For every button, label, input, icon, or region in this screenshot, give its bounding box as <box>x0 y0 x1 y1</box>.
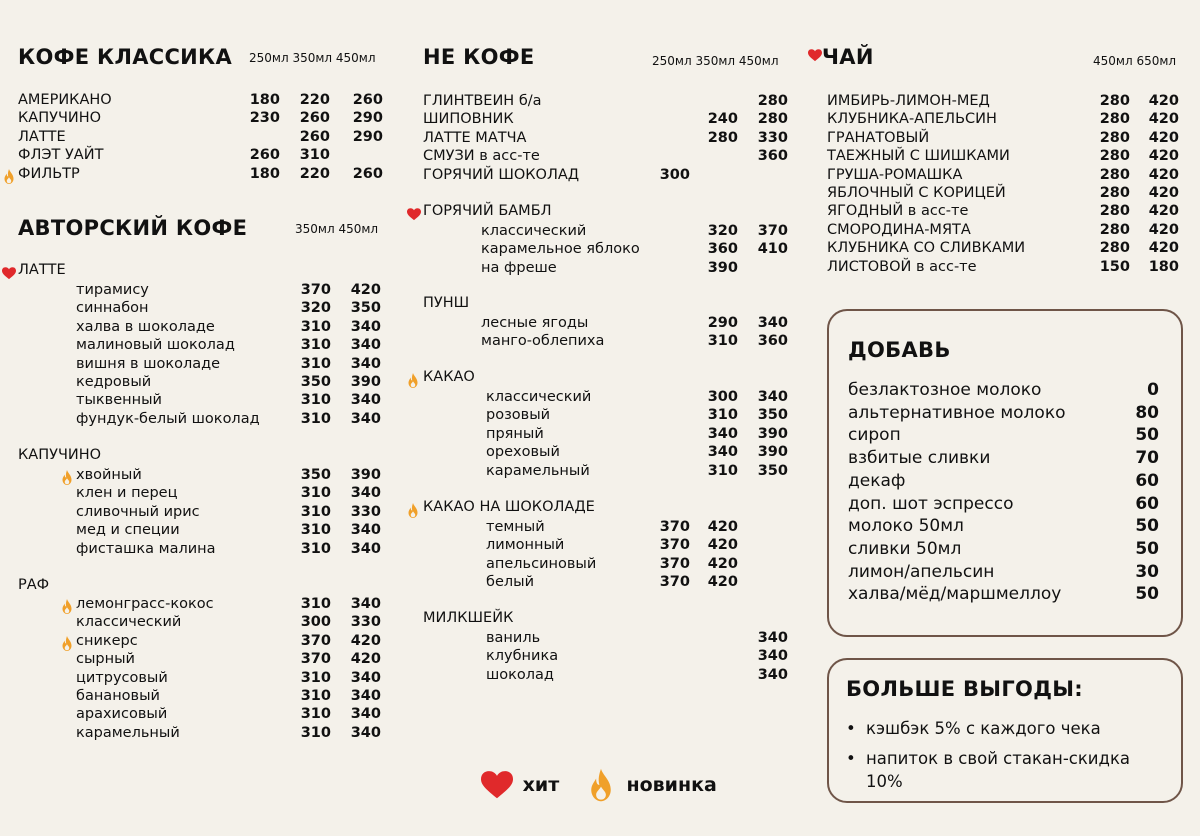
size-header-classic: 250мл 350мл 450мл <box>249 51 376 65</box>
menu-item-price: 370 <box>659 555 690 572</box>
addon-name: доп. шот эспрессо <box>848 493 1014 514</box>
menu-group-title: КАПУЧИНО <box>18 447 102 463</box>
menu-item-price: 180 <box>249 92 280 108</box>
menu-item-name: ТАЕЖНЫЙ С ШИШКАМИ <box>827 148 1010 165</box>
menu-item-price: 330 <box>350 503 381 520</box>
menu-item-name: шоколад <box>486 666 554 683</box>
menu-item-price: 280 <box>1099 148 1130 165</box>
menu-item-price: 150 <box>1099 258 1130 275</box>
menu-item-price: 280 <box>757 111 788 128</box>
menu-item-name: клубника <box>486 648 559 665</box>
menu-item-name: манго-облепиха <box>481 333 605 350</box>
section-title-author-coffee: АВТОРСКИЙ КОФЕ <box>18 216 248 240</box>
menu-item-name: тыквенный <box>76 392 162 409</box>
addon-row <box>848 379 1159 401</box>
menu-item-price: 340 <box>757 630 788 646</box>
menu-item-name: розовый <box>486 407 551 424</box>
menu-group-title: МИЛКШЕЙК <box>423 610 514 626</box>
menu-item-price: 370 <box>300 282 331 298</box>
menu-item-name: клен и перец <box>76 485 178 502</box>
addon-price: 60 <box>1135 470 1159 491</box>
menu-item-price: 340 <box>707 425 738 442</box>
benefits-title: БОЛЬШЕ ВЫГОДЫ: <box>846 677 1083 701</box>
menu-item-price: 340 <box>350 355 381 372</box>
menu-item-price: 410 <box>757 241 788 258</box>
menu-item-price: 310 <box>300 688 331 704</box>
addon-row <box>848 424 1159 446</box>
addon-row <box>848 447 1159 469</box>
menu-item-price: 310 <box>707 462 738 479</box>
menu-item-price: 310 <box>299 147 330 164</box>
menu-item-price: 310 <box>707 407 738 424</box>
heart-icon <box>407 204 421 223</box>
addon-row <box>848 402 1159 424</box>
menu-item-price: 310 <box>300 706 331 723</box>
menu-item-name: ГЛИНТВЕИН б/а <box>423 93 542 109</box>
menu-item-price: 420 <box>1148 148 1179 165</box>
menu-item-price: 340 <box>350 596 381 612</box>
menu-item-name: ШИПОВНИК <box>423 111 514 128</box>
menu-item-price: 280 <box>1099 240 1130 257</box>
menu-item-price: 420 <box>707 555 738 572</box>
menu-group-title: ГОРЯЧИЙ БАМБЛ <box>423 203 552 219</box>
flame-icon <box>61 633 73 652</box>
menu-item-name: халва в шоколаде <box>76 318 215 335</box>
menu-item-price: 260 <box>352 92 383 108</box>
menu-item-price: 390 <box>350 467 381 483</box>
menu-item-name: ФИЛЬТР <box>18 165 80 182</box>
menu-item-name: ЯГОДНЫЙ в асс-те <box>827 203 969 220</box>
size-header-not-coffee: 250мл 350мл 450мл <box>652 54 779 68</box>
menu-item-name: классический <box>486 389 592 405</box>
addon-name: сироп <box>848 425 901 446</box>
menu-item-price: 350 <box>757 407 788 424</box>
menu-item-name: КЛУБНИКА-АПЕЛЬСИН <box>827 111 997 128</box>
menu-item-price: 370 <box>659 574 690 591</box>
menu-item-price: 280 <box>707 129 738 146</box>
addon-name: взбитые сливки <box>848 448 991 469</box>
heart-icon <box>481 771 513 800</box>
menu-item-price: 340 <box>350 337 381 354</box>
menu-item-price: 220 <box>299 92 330 108</box>
menu-item-price: 340 <box>350 410 381 427</box>
menu-item-name: ГРАНАТОВЫЙ <box>827 129 930 146</box>
menu-item-price: 310 <box>300 724 331 741</box>
addon-price: 0 <box>1147 380 1159 400</box>
flame-icon <box>588 768 614 802</box>
addon-name: сливки 50мл <box>848 538 962 559</box>
menu-item-name: карамельный <box>486 462 590 479</box>
menu-item-name: ваниль <box>486 630 541 646</box>
menu-item-price: 420 <box>350 651 381 668</box>
addon-row <box>848 470 1159 492</box>
menu-item-name: кедровый <box>76 374 152 390</box>
menu-item-name: карамельный <box>76 724 180 741</box>
addon-price: 60 <box>1135 493 1159 514</box>
menu-group-title: КАКАО НА ШОКОЛАДЕ <box>423 499 595 515</box>
menu-item-name: карамельное яблоко <box>481 241 640 258</box>
menu-item-price: 330 <box>350 614 381 631</box>
menu-item-price: 420 <box>707 574 738 591</box>
menu-item-price: 390 <box>707 259 738 276</box>
menu-item-name: ЯБЛОЧНЫЙ С КОРИЦЕЙ <box>827 185 1006 201</box>
flame-icon <box>61 596 73 615</box>
menu-group-title: ПУНШ <box>423 295 470 311</box>
menu-item-price: 330 <box>757 129 788 146</box>
menu-item-name: лемонграсс-кокос <box>76 596 214 612</box>
menu-item-price: 310 <box>300 522 331 539</box>
tea-title-text: ЧАЙ <box>822 45 874 69</box>
menu-item-price: 260 <box>249 147 280 164</box>
menu-item-price: 320 <box>707 223 738 239</box>
menu-item-name: СМОРОДИНА-МЯТА <box>827 221 971 238</box>
menu-item-price: 390 <box>350 374 381 390</box>
menu-group-title: РАФ <box>18 577 50 593</box>
menu-item-price: 350 <box>300 467 331 483</box>
size-header-author: 350мл 450мл <box>295 222 379 236</box>
menu-item-price: 420 <box>1148 221 1179 238</box>
menu-item-price: 310 <box>300 355 331 372</box>
addon-row <box>848 561 1159 583</box>
menu-item-name: темный <box>486 519 545 535</box>
menu-item-price: 310 <box>300 503 331 520</box>
menu-item-name: банановый <box>76 688 160 704</box>
addon-price: 70 <box>1135 448 1159 469</box>
flame-icon <box>407 500 419 519</box>
menu-item-price: 420 <box>350 632 381 649</box>
menu-item-price: 420 <box>1148 240 1179 257</box>
menu-item-price: 390 <box>757 425 788 442</box>
menu-item-name: лимонный <box>486 537 565 554</box>
addons-list <box>848 379 1159 619</box>
menu-item-price: 420 <box>1148 185 1179 201</box>
menu-item-price: 420 <box>1148 93 1179 109</box>
menu-item-name: ИМБИРЬ-ЛИМОН-МЕД <box>827 93 990 109</box>
menu-item-price: 370 <box>300 651 331 668</box>
addon-row <box>848 493 1159 515</box>
menu-item-price: 310 <box>300 337 331 354</box>
menu-item-price: 280 <box>1099 203 1130 220</box>
menu-item-price: 310 <box>300 318 331 335</box>
menu-item-price: 350 <box>757 462 788 479</box>
menu-item-price: 240 <box>707 111 738 128</box>
menu-item-price: 390 <box>757 444 788 461</box>
flame-icon <box>61 467 73 486</box>
menu-item-price: 350 <box>300 374 331 390</box>
addon-price: 50 <box>1135 425 1159 446</box>
menu-item-name: белый <box>486 574 535 591</box>
menu-item-name: фисташка малина <box>76 540 216 557</box>
menu-item-price: 340 <box>350 706 381 723</box>
menu-item-price: 310 <box>300 485 331 502</box>
addon-price: 30 <box>1135 561 1159 582</box>
menu-item-name: ГРУША-РОМАШКА <box>827 166 963 183</box>
menu-item-price: 180 <box>249 165 280 182</box>
menu-item-price: 220 <box>299 165 330 182</box>
menu-item-price: 230 <box>249 110 280 127</box>
menu-group-title: КАКАО <box>423 369 475 385</box>
menu-item-price: 340 <box>350 669 381 686</box>
menu-item-name: хвойный <box>76 467 142 483</box>
section-title-classic-coffee: КОФЕ КЛАССИКА <box>18 45 233 69</box>
menu-item-price: 280 <box>1099 93 1130 109</box>
addon-price: 80 <box>1135 402 1159 423</box>
menu-item-name: сникерс <box>76 632 138 649</box>
addon-price: 50 <box>1135 538 1159 559</box>
menu-item-price: 260 <box>299 128 330 145</box>
menu-item-price: 300 <box>659 166 690 183</box>
menu-item-price: 420 <box>1148 111 1179 128</box>
menu-item-name: сливочный ирис <box>76 503 200 520</box>
menu-item-name: классический <box>481 223 587 239</box>
addon-name: лимон/апельсин <box>848 561 995 582</box>
menu-item-price: 290 <box>352 110 383 127</box>
benefits-box <box>827 658 1183 803</box>
menu-item-price: 340 <box>757 315 788 331</box>
menu-item-price: 340 <box>757 389 788 405</box>
menu-item-name: арахисовый <box>76 706 168 723</box>
menu-item-price: 420 <box>707 537 738 554</box>
menu-item-price: 340 <box>350 318 381 335</box>
menu-item-name: ЛАТТЕ <box>18 128 66 145</box>
menu-item-price: 360 <box>757 333 788 350</box>
menu-item-name: ореховый <box>486 444 560 461</box>
menu-item-price: 310 <box>300 540 331 557</box>
menu-item-price: 280 <box>757 93 788 109</box>
menu-item-price: 310 <box>300 392 331 409</box>
menu-item-name: мед и специи <box>76 522 180 539</box>
menu-item-price: 370 <box>659 519 690 535</box>
menu-item-price: 370 <box>659 537 690 554</box>
menu-item-name: малиновый шоколад <box>76 337 235 354</box>
menu-item-price: 340 <box>350 522 381 539</box>
benefit-item-continued: 10% <box>866 772 903 791</box>
menu-item-price: 280 <box>1099 111 1130 128</box>
heart-icon <box>808 49 822 62</box>
menu-item-name: сырный <box>76 651 135 668</box>
benefit-item: • кэшбэк 5% с каждого чека <box>846 719 1101 738</box>
menu-item-price: 420 <box>350 282 381 298</box>
menu-item-price: 310 <box>300 596 331 612</box>
menu-item-price: 340 <box>350 724 381 741</box>
menu-item-name: тирамису <box>76 282 149 298</box>
heart-icon <box>2 263 16 282</box>
addons-title: ДОБАВЬ <box>848 338 951 362</box>
menu-item-name: КАПУЧИНО <box>18 110 102 127</box>
menu-item-name: на фреше <box>481 259 557 276</box>
menu-item-price: 360 <box>707 241 738 258</box>
menu-item-name: цитрусовый <box>76 669 168 686</box>
menu-item-price: 350 <box>350 300 381 317</box>
menu-item-name: апельсиновый <box>486 555 597 572</box>
addon-price: 50 <box>1135 584 1159 605</box>
menu-item-price: 420 <box>707 519 738 535</box>
menu-item-price: 420 <box>1148 166 1179 183</box>
menu-item-name: классический <box>76 614 182 631</box>
menu-item-price: 280 <box>1099 221 1130 238</box>
menu-item-price: 290 <box>352 128 383 145</box>
addon-name: халва/мёд/маршмеллоу <box>848 584 1062 605</box>
menu-item-price: 340 <box>707 444 738 461</box>
flame-icon <box>3 166 15 185</box>
menu-group-title: ЛАТТЕ <box>18 262 66 278</box>
addon-name: декаф <box>848 470 906 491</box>
menu-item-price: 340 <box>350 392 381 409</box>
menu-item-name: ГОРЯЧИЙ ШОКОЛАД <box>423 166 580 183</box>
menu-item-price: 340 <box>757 666 788 683</box>
menu-item-price: 310 <box>707 333 738 350</box>
menu-item-name: синнабон <box>76 300 149 317</box>
menu-item-price: 310 <box>300 410 331 427</box>
menu-item-name: ЛИСТОВОЙ в асс-те <box>827 258 977 275</box>
menu-item-name: ЛАТТЕ МАТЧА <box>423 129 527 146</box>
menu-item-name: ФЛЭТ УАЙТ <box>18 147 104 164</box>
menu-item-name: СМУЗИ в асс-те <box>423 148 540 165</box>
menu-item-name: вишня в шоколаде <box>76 355 221 372</box>
legend <box>481 768 717 802</box>
menu-item-price: 340 <box>350 485 381 502</box>
size-header-tea: 450мл 650мл <box>1093 54 1177 68</box>
legend-hit-label: хит <box>522 773 560 796</box>
menu-item-price: 360 <box>757 148 788 165</box>
addon-name: альтернативное молоко <box>848 402 1066 423</box>
menu-item-price: 340 <box>350 540 381 557</box>
menu-item-name: АМЕРИКАНО <box>18 92 112 108</box>
menu-item-price: 280 <box>1099 166 1130 183</box>
menu-item-price: 300 <box>707 389 738 405</box>
addon-row <box>848 538 1159 560</box>
section-title-not-coffee: НЕ КОФЕ <box>423 45 535 69</box>
menu-item-price: 300 <box>300 614 331 631</box>
addons-box <box>827 309 1183 637</box>
menu-item-price: 260 <box>352 165 383 182</box>
menu-item-price: 420 <box>1148 129 1179 146</box>
menu-item-price: 340 <box>757 648 788 665</box>
addon-name: молоко 50мл <box>848 516 964 537</box>
menu-item-price: 370 <box>300 632 331 649</box>
menu-item-price: 320 <box>300 300 331 317</box>
flame-icon <box>407 370 419 389</box>
menu-item-name: пряный <box>486 425 544 442</box>
addon-name: безлактозное молоко <box>848 380 1042 400</box>
menu-item-price: 260 <box>299 110 330 127</box>
menu-item-price: 310 <box>300 669 331 686</box>
menu-item-name: фундук-белый шоколад <box>76 410 260 427</box>
addon-row <box>848 515 1159 537</box>
addon-price: 50 <box>1135 516 1159 537</box>
menu-item-name: КЛУБНИКА СО СЛИВКАМИ <box>827 240 1026 257</box>
legend-new-label: новинка <box>626 773 717 796</box>
menu-item-price: 180 <box>1148 258 1179 275</box>
addon-row <box>848 583 1159 605</box>
menu-item-price: 290 <box>707 315 738 331</box>
menu-item-price: 340 <box>350 688 381 704</box>
menu-item-name: лесные ягоды <box>481 315 589 331</box>
menu-item-price: 420 <box>1148 203 1179 220</box>
menu-item-price: 280 <box>1099 185 1130 201</box>
benefit-item: • напиток в свой стакан-скидка <box>846 749 1131 768</box>
menu-item-price: 370 <box>757 223 788 239</box>
section-title-tea <box>808 45 874 69</box>
menu-item-price: 280 <box>1099 129 1130 146</box>
